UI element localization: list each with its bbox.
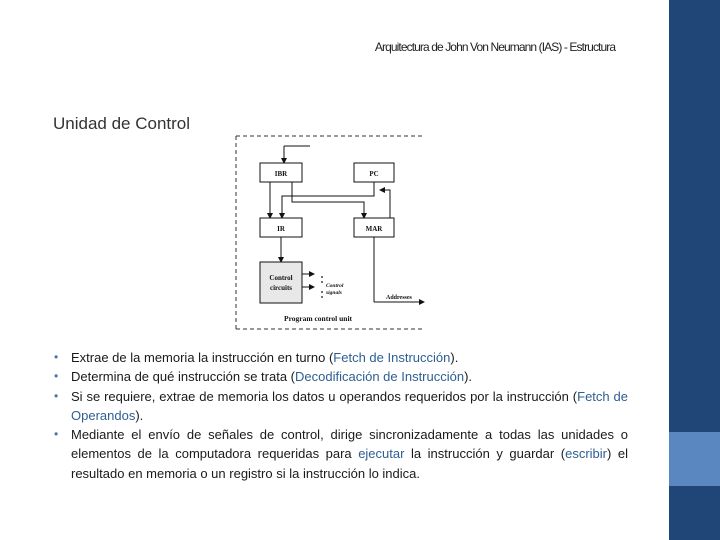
slide-title: Arquitectura de John Von Neumann (IAS) - Estructura xyxy=(374,40,616,54)
bullet-highlight: Decodificación de Instrucción xyxy=(295,369,465,385)
bullet-text: Si se requiere, extrae de memoria los datos u operandos requeridos por la instrucción ( xyxy=(71,388,578,404)
control-unit-diagram xyxy=(232,132,428,332)
bullet-text: la instrucción y guardar ( xyxy=(404,446,566,462)
side-strip-band xyxy=(669,432,720,486)
bullet-dot: • xyxy=(54,388,59,403)
bullet-highlight: Fetch de Operandos xyxy=(71,388,628,423)
bullet-list xyxy=(54,348,628,483)
mar-to-pc-arrow xyxy=(380,190,390,218)
side-strip-bottom xyxy=(669,486,720,540)
bullet-item-decode-instruction xyxy=(54,367,628,386)
bullet-text: ) el resultado en memoria o un registro si la instrucción lo indica. xyxy=(71,446,628,481)
control-circuits-box xyxy=(260,262,302,303)
section-heading: Unidad de Control xyxy=(53,114,191,133)
diagram-svg xyxy=(232,132,428,332)
bullet-text: ). xyxy=(464,369,473,385)
bullet-text: ). xyxy=(450,350,459,365)
addresses-label: Addresses xyxy=(386,295,412,301)
bullet-text: ). xyxy=(135,407,144,423)
bullet-dot: • xyxy=(54,350,59,364)
bullet-highlight: Fetch de Instrucción xyxy=(333,350,451,365)
bullet-highlight: escribir xyxy=(565,446,607,462)
control-signal-lines xyxy=(302,274,323,298)
mar-label: MAR xyxy=(365,225,383,233)
control-signals-label-2: signals xyxy=(326,290,342,296)
bullet-dot: • xyxy=(54,369,59,384)
ibr-to-mar-arrow xyxy=(292,182,364,218)
bullet-item-execute-write xyxy=(54,425,628,483)
bullet-text: Determina de qué instrucción se trata ( xyxy=(71,369,295,385)
bullet-highlight: ejecutar xyxy=(358,446,405,462)
bullet-text: Mediante el envío de señales de control, dirige sincronizadamente a todas las unidades o elementos de la computadora requeridas para xyxy=(71,427,628,462)
control-signals-label-1: Control xyxy=(326,283,344,289)
ir-label: IR xyxy=(277,225,285,233)
bullet-item-fetch-instruction xyxy=(54,348,628,367)
control-circuits-label-1: Control xyxy=(269,274,293,282)
program-control-unit-label: Program control unit xyxy=(284,314,353,323)
ibr-label: IBR xyxy=(274,170,288,178)
bullet-dot: • xyxy=(54,427,59,442)
side-accent-strip xyxy=(666,0,720,540)
control-circuits-label-2: circuits xyxy=(269,284,293,292)
bullet-text: Extrae de la memoria la instrucción en turno ( xyxy=(71,350,334,365)
pc-label: PC xyxy=(369,170,379,178)
bullet-item-fetch-operands xyxy=(54,387,628,426)
pc-to-ir-path xyxy=(282,182,374,218)
